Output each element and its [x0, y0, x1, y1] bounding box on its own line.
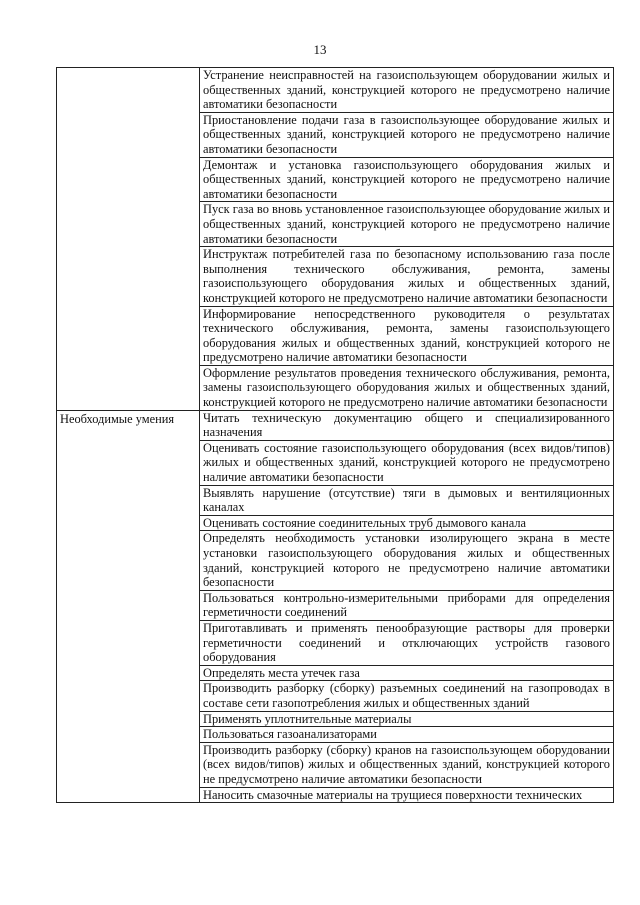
skill-cell: [200, 410, 614, 440]
labor-action-text: Устранение неисправностей на газоиспользующем оборудовании жилых и общественных зданий, конструкцией которого не предусмотрено наличие автоматики безопасности: [203, 68, 610, 112]
labor-action-cell: [200, 112, 614, 157]
section-label: Необходимые умения: [60, 411, 175, 426]
skill-text: Читать техническую документацию общего и специализированного назначения: [203, 410, 610, 440]
skill-cell: [200, 485, 614, 515]
labor-action-cell: [200, 365, 614, 410]
skill-cell: [200, 531, 614, 590]
table-row: [57, 68, 614, 113]
skill-text: Производить разборку (сборку) кранов на газоиспользующем оборудовании (всех видов/типов) жилых и общественных зданий, конструкцией которого не предусмотрено наличие автоматики безопасности: [203, 742, 610, 786]
skill-cell: [200, 665, 614, 681]
skill-text: Применять уплотнительные материалы: [203, 711, 412, 726]
skill-text: Определять необходимость установки изолирующего экрана в месте установки газоиспользующего оборудования жилых и общественных зданий, конструкцией которого не предусмотрено наличие автоматики безопасности: [203, 531, 610, 590]
labor-action-text: Инструктаж потребителей газа по безопасному использованию газа после выполнения технического обслуживания, ремонта, замены газоиспользующего оборудования жилых и общественных зданий, конструкцией которого не предусмотрено наличие автоматики безопасности: [203, 247, 610, 305]
labor-action-text: Демонтаж и установка газоиспользующего оборудования жилых и общественных зданий, конструкцией которого не предусмотрено наличие автоматики безопасности: [203, 157, 610, 201]
skill-text: Наносить смазочные материалы на трущиеся поверхности технических: [203, 787, 583, 802]
skill-text: Выявлять нарушение (отсутствие) тяги в дымовых и вентиляционных каналах: [203, 485, 610, 515]
skill-text: Производить разборку (сборку) разъемных соединений на газопроводах в составе сети газопотребления жилых и общественных зданий: [203, 681, 610, 710]
skill-text: Оценивать состояние газоиспользующего оборудования (всех видов/типов) жилых и общественных зданий, конструкцией которого не предусмотрено наличие автоматики безопасности: [203, 440, 610, 485]
skill-cell: [200, 681, 614, 711]
skill-cell: [200, 787, 614, 803]
skill-text: Пользоваться газоанализаторами: [203, 727, 377, 742]
table-row: [57, 410, 614, 440]
section-label: [60, 68, 196, 69]
skill-text: Определять места утечек газа: [203, 665, 360, 680]
skill-cell: [200, 515, 614, 531]
skill-cell: [200, 742, 614, 787]
labor-action-text: Пуск газа во вновь установленное газоиспользующее оборудование жилых и общественных зданий, конструкцией которого не предусмотрено наличие автоматики безопасности: [203, 202, 610, 246]
skill-text: Оценивать состояние соединительных труб дымового канала: [203, 515, 526, 530]
skill-text: Пользоваться контрольно-измерительными приборами для определения герметичности соединений: [203, 590, 610, 620]
skill-cell: [200, 590, 614, 620]
section-label-cell: [57, 410, 200, 802]
skill-cell: [200, 620, 614, 665]
labor-action-cell: [200, 68, 614, 113]
labor-action-cell: [200, 247, 614, 306]
labor-action-cell: [200, 306, 614, 365]
skill-cell: [200, 727, 614, 743]
labor-action-cell: [200, 157, 614, 202]
page-number: 13: [313, 42, 327, 57]
labor-action-text: Информирование непосредственного руководителя о результатах технического обслуживания, ремонта, замены газоиспользующего оборудования жилых и общественных зданий, конструкцией которого не предусмотрено наличие автоматики безопасности: [203, 306, 610, 365]
skill-text: Приготавливать и применять пенообразующие растворы для проверки герметичности соединений и отключающих устройств газового оборудования: [203, 620, 610, 665]
labor-action-cell: [200, 202, 614, 247]
competency-table: [56, 67, 614, 803]
labor-action-text: Приостановление подачи газа в газоиспользующее оборудование жилых и общественных зданий, конструкцией которого не предусмотрено наличие автоматики безопасности: [203, 112, 610, 156]
skill-cell: [200, 711, 614, 727]
skill-cell: [200, 440, 614, 485]
labor-action-text: Оформление результатов проведения технического обслуживания, ремонта, замены газоиспользующего оборудования жилых и общественных зданий, конструкцией которого не предусмотрено наличие автоматики безопасности: [203, 365, 610, 410]
section-label-cell: [57, 68, 200, 411]
